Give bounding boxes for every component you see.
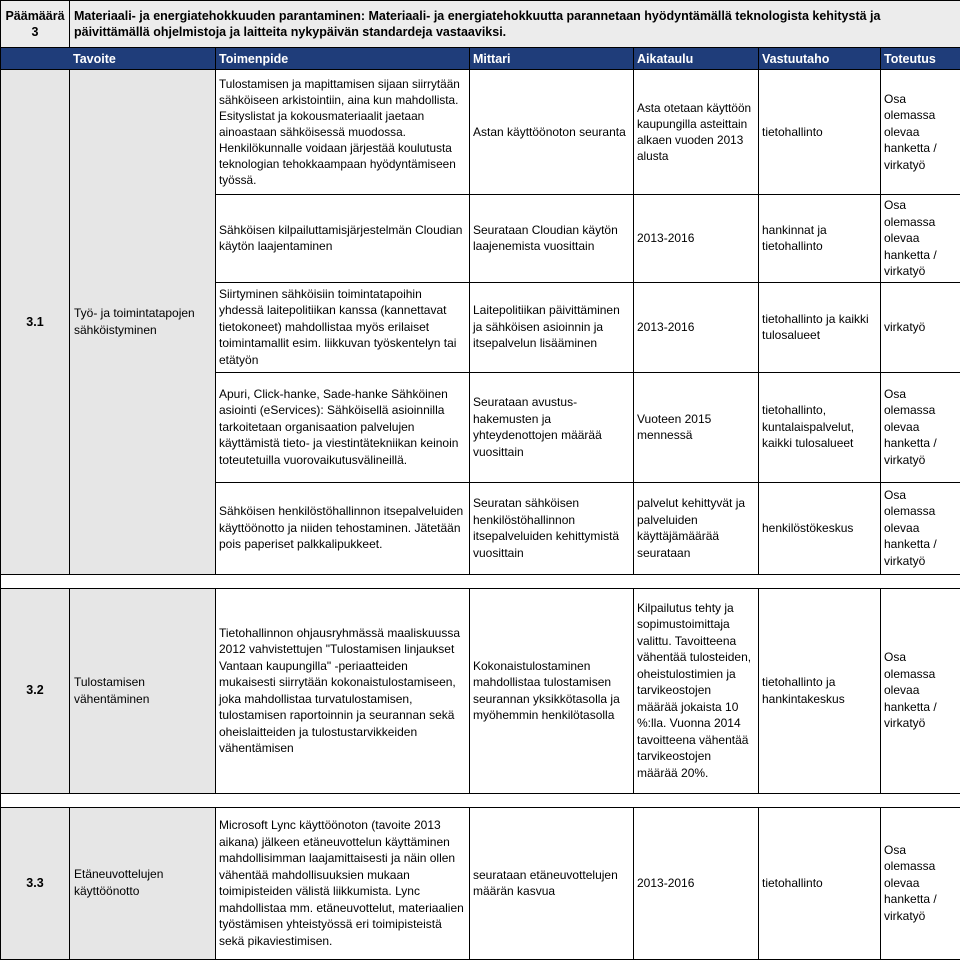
metric-cell: Kokonaistulostaminen mahdollistaa tulostamisen seurannan yksikkötasolla ja myöhemmin henkilötasolla — [470, 588, 634, 793]
status-cell: Osa olemassa olevaa hanketta / virkatyö — [881, 807, 960, 959]
schedule-cell: Asta otetaan käyttöön kaupungilla asteittain alkaen vuoden 2013 alusta — [634, 70, 759, 195]
schedule-cell: palvelut kehittyvät ja palveluiden käyttäjämäärää seurataan — [634, 482, 759, 574]
goal-target: Tulostamisen vähentäminen — [70, 588, 216, 793]
metric-cell: Seurataan Cloudian käytön laajenemista vuosittain — [470, 195, 634, 283]
goal-number: 3.3 — [1, 807, 70, 959]
action-cell: Microsoft Lync käyttöönoton (tavoite 2013 aikana) jälkeen etäneuvottelun käyttäminen mahdollisimman laajamittaisesti ja näin ollen vähentää mahdollisuuksien mukaan toimipisteiden välistä liikkumista. Lync mahdollistaa mm. etäneuvottelut, materiaalien työstämisen yhteistyössä eri toimipisteistä sekä pikaviestimisen. — [216, 807, 470, 959]
section-spacer — [1, 793, 960, 807]
table-row — [1, 807, 960, 959]
column-header-status: Toteutus — [881, 48, 960, 70]
column-header-metric: Mittari — [470, 48, 634, 70]
column-header-responsible: Vastuutaho — [759, 48, 881, 70]
table-row — [1, 588, 960, 793]
action-cell: Apuri, Click-hanke, Sade-hanke Sähköinen asiointi (eServices): Sähköisellä asioinnilla tarkoitetaan organisaation palvelujen käyttämistä tieto- ja viestintätekniikan keinoin toteutetuilla vuorovaikutusvälineillä. — [216, 372, 470, 482]
status-cell: Osa olemassa olevaa hanketta / virkatyö — [881, 195, 960, 283]
responsible-cell: tietohallinto ja kaikki tulosalueet — [759, 282, 881, 372]
metric-cell: Seurataan avustus-hakemusten ja yhteydenottojen määrää vuosittain — [470, 372, 634, 482]
goal-header-row — [1, 1, 960, 48]
metric-cell: seurataan etäneuvottelujen määrän kasvua — [470, 807, 634, 959]
status-cell: virkatyö — [881, 282, 960, 372]
metric-cell: Seuratan sähköisen henkilöstöhallinnon itsepalveluiden kehittymistä vuosittain — [470, 482, 634, 574]
responsible-cell: tietohallinto — [759, 807, 881, 959]
table-row — [1, 70, 960, 195]
status-cell: Osa olemassa olevaa hanketta / virkatyö — [881, 588, 960, 793]
goal-number: 3.2 — [1, 588, 70, 793]
responsible-cell: hankinnat ja tietohallinto — [759, 195, 881, 283]
schedule-cell: Kilpailutus tehty ja sopimustoimittaja valittu. Tavoitteena vähentää tulosteiden, oheistulostimien ja tarvikeostojen määrää jokaista 10 %:lla. Vuonna 2014 tavoitteena vähentää tarvikeostojen määrää 20%. — [634, 588, 759, 793]
schedule-cell: 2013-2016 — [634, 282, 759, 372]
goal-number: 3.1 — [1, 70, 70, 575]
metric-cell: Laitepolitiikan päivittäminen ja sähköisen asioinnin ja itsepalvelun lisääminen — [470, 282, 634, 372]
status-cell: Osa olemassa olevaa hanketta / virkatyö — [881, 70, 960, 195]
status-cell: Osa olemassa olevaa hanketta / virkatyö — [881, 372, 960, 482]
responsible-cell: henkilöstökeskus — [759, 482, 881, 574]
column-header-target: Tavoite — [1, 48, 216, 70]
action-cell: Sähköisen kilpailuttamisjärjestelmän Cloudian käytön laajentaminen — [216, 195, 470, 283]
action-cell: Siirtyminen sähköisiin toimintatapoihin yhdessä laitepolitiikan kanssa (kannettavat tietokoneet) mahdollistaa myös erilaiset toimintamallit esim. liikkuvan työskentelyn tai etätyön — [216, 282, 470, 372]
action-cell: Tulostamisen ja mapittamisen sijaan siirrytään sähköiseen arkistointiin, aina kun mahdollista. Esityslistat ja kokousmateriaalit jaetaan ainoastaan sähköisessä muodossa. Henkilökunnalle voidaan järjestää koulutusta teknologian tehokkaampaan hyödyntämiseen työssä. — [216, 70, 470, 195]
schedule-cell: 2013-2016 — [634, 807, 759, 959]
status-cell: Osa olemassa olevaa hanketta / virkatyö — [881, 482, 960, 574]
column-header-schedule: Aikataulu — [634, 48, 759, 70]
responsible-cell: tietohallinto — [759, 70, 881, 195]
goal-label: Päämäärä 3 — [1, 1, 70, 48]
action-cell: Sähköisen henkilöstöhallinnon itsepalveluiden käyttöönotto ja niiden tehostaminen. Jätetään pois paperiset palkkalipukkeet. — [216, 482, 470, 574]
goal-target: Etäneuvottelujen käyttöönotto — [70, 807, 216, 959]
column-header-action: Toimenpide — [216, 48, 470, 70]
responsible-cell: tietohallinto, kuntalaispalvelut, kaikki tulosalueet — [759, 372, 881, 482]
column-header-row — [1, 48, 960, 70]
action-cell: Tietohallinnon ohjausryhmässä maaliskuussa 2012 vahvistettujen "Tulostamisen linjaukset Vantaan kaupungilla" -periaatteiden mukaisesti siirrytään kokonaistulostamiseen, joka mahdollistaa turvatulostamisen, tulostamisen raportoinnin ja seurannan sekä oheislaitteiden ja tulostustarvikkeiden vähentämisen — [216, 588, 470, 793]
section-spacer — [1, 574, 960, 588]
metric-cell: Astan käyttöönoton seuranta — [470, 70, 634, 195]
goal-title: Materiaali- ja energiatehokkuuden parantaminen: Materiaali- ja energiatehokkuutta parannetaan hyödyntämällä teknologista kehitystä ja päivittämällä ohjelmistoja ja laitteita nykypäivän standardeja vastaaviksi. — [70, 1, 960, 48]
goal-target: Työ- ja toimintatapojen sähköistyminen — [70, 70, 216, 575]
schedule-cell: 2013-2016 — [634, 195, 759, 283]
schedule-cell: Vuoteen 2015 mennessä — [634, 372, 759, 482]
responsible-cell: tietohallinto ja hankintakeskus — [759, 588, 881, 793]
